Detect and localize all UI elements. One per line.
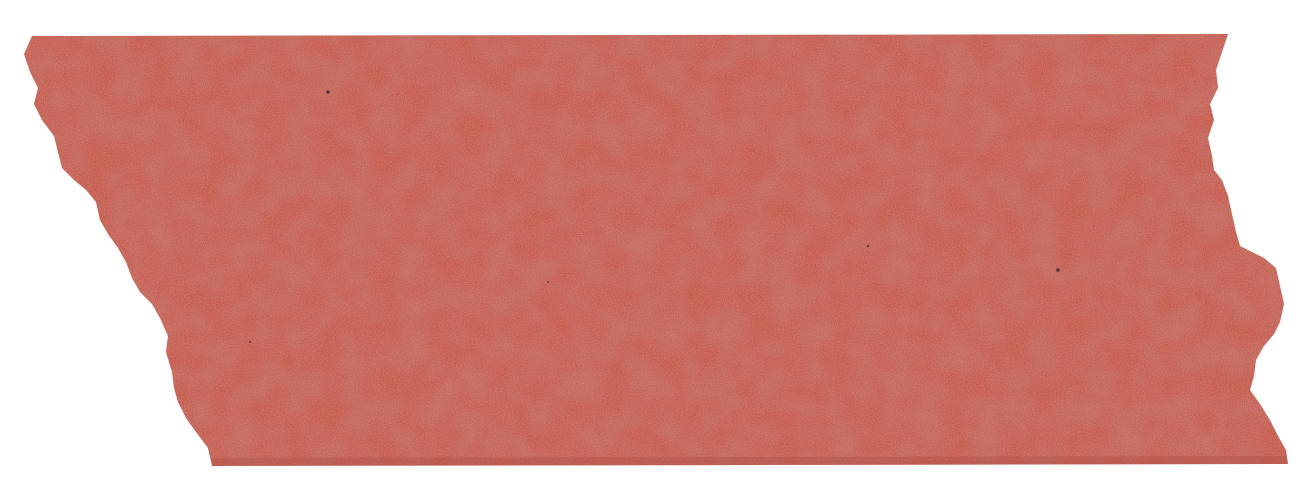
- tape-strip: [24, 34, 1288, 466]
- tape-speck: [1056, 268, 1060, 272]
- tape-speck: [547, 281, 549, 283]
- tape-body: [24, 34, 1288, 466]
- tape-speck: [326, 90, 330, 94]
- tape-speck: [249, 341, 251, 343]
- tape-speck: [867, 245, 870, 248]
